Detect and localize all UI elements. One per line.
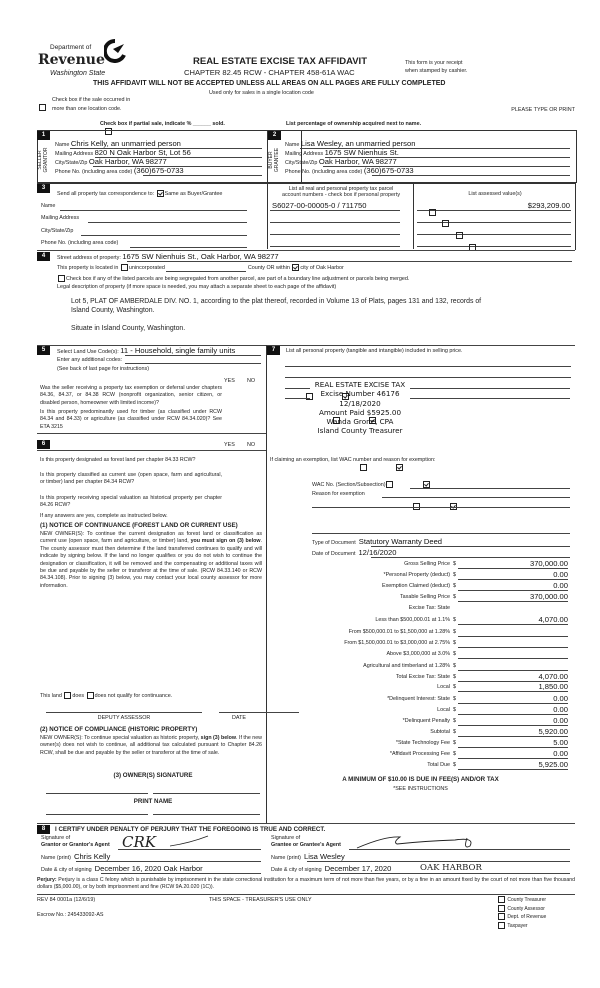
partial-sale-label: Check box if partial sale, indicate % ______ sold. [100,121,225,127]
land-use-field[interactable]: 11 - Household, single family units [120,346,236,355]
tax-row-label: Subtotal [430,729,450,735]
copy-distribution: County Treasurer County Assessor Dept. of Revenue Taxpayer [497,896,546,931]
grantee-name-field[interactable]: Lisa Wesley [303,852,345,861]
personal-property-checkbox[interactable] [456,232,463,239]
buyer-city-field[interactable]: Oak Harbor, WA 98277 [318,157,397,166]
section-number: 6 [37,440,50,449]
unincorporated-checkbox[interactable] [121,264,128,271]
section-number: 3 [37,184,50,193]
grantee-date-field[interactable]: December 17, 2020 [324,864,392,873]
phone-label: Phone No. (including area code) [55,169,133,175]
phone-label: Phone No. (including area code) [41,240,119,246]
tax-row-value-field[interactable] [458,627,568,637]
same-as-buyer-checkbox[interactable] [157,190,164,197]
perjury-notice: Perjury: Perjury is a class C felony which is punishable by imprisonment in the state correctional institution for a maximum term of not more than five years, or by a fine in an amount fixed by the court of not more than five thousand dollars ($5,000.00), or by both imprisonment and fine (RCW 9A.20.020 (1C)). [37,877,575,890]
dollar-sign: $ [453,751,456,757]
correspondence-city-field[interactable] [81,235,247,236]
copy-checkbox[interactable] [498,913,505,920]
copy-checkbox[interactable] [498,922,505,929]
tax-row-value-field[interactable] [458,638,568,648]
excise-tax-header: Excise Tax: State [408,605,450,611]
segregated-label: Check box if any of the listed parcels are being segregated from another parcel, are part of a boundary line adjustment or parcels being merged. [66,275,410,282]
owner-signature-line[interactable] [46,793,148,794]
seller-city-field[interactable]: Oak Harbor, WA 98277 [88,157,167,166]
correspondence-name-field[interactable] [60,210,247,211]
dollar-sign: $ [453,651,456,657]
legal-description-line: Situate in Island County, Washington. [71,325,186,332]
dollar-sign: $ [453,629,456,635]
form-title: REAL ESTATE EXCISE TAX AFFIDAVIT [193,56,368,67]
dollar-sign: $ [453,718,456,724]
within-city-checkbox[interactable] [292,264,299,271]
logo-dept: Department of [50,44,92,51]
dollar-sign: $ [453,617,456,623]
multi-location-label: Check box if the sale occurred in [52,97,131,103]
land-use-label: Select Land Use Code(s): [57,349,119,355]
does-not-checkbox[interactable] [87,692,94,699]
escrow-number: Escrow No.: 245433092-AS [37,912,104,918]
city-label: city of Oak Harbor [300,264,344,271]
additional-codes-field[interactable] [125,363,261,364]
signature-of-label: Signature of [41,835,71,841]
wac-field[interactable] [410,488,570,489]
tax-row-label: *State Technology Fee [395,740,450,746]
city-label: City/State/Zip [55,160,88,166]
tax-row-value-field[interactable]: 4,070.00 [458,615,568,625]
assessed-value-field[interactable]: $293,209.00 [527,201,570,210]
tax-row-label: *Personal Property (deduct) [383,572,450,578]
continuance-qualify: This land does does not qualify for continuance. [40,692,173,699]
seller-side-label: SELLER GRANTOR [37,147,49,173]
yes-header: YES [224,378,235,384]
tax-row-value-field[interactable]: 1,850.00 [458,682,568,692]
question-timber: Is this property predominantly used for timber (as classified under RCW 84.34 and 84.33) or agriculture (as classified under RCW 84.34.020)? See ETA 3215 [40,409,222,430]
q4-yes-checkbox[interactable] [386,481,393,488]
tax-row-label: From $1,500,000.01 to $3,000,000 at 2.75% [344,640,450,646]
additional-codes-label: Enter any additional codes: [57,357,123,363]
receipt-note: This form is your receipt [405,60,463,66]
tax-row-label: Taxable Selling Price [399,594,450,600]
see-back-note: (See back of last page for instructions) [57,366,149,372]
used-only-note: Used only for sales in a single location code [209,90,314,96]
wac-label: WAC No. (Section/Subsection) [312,482,386,488]
logo-mark-icon [104,39,126,63]
notice-continuance-title: (1) NOTICE OF CONTINUANCE (FOREST LAND OR CURRENT USE) [40,522,238,529]
form-warning: THIS AFFIDAVIT WILL NOT BE ACCEPTED UNLESS ALL AREAS ON ALL PAGES ARE FULLY COMPLETED [93,80,446,87]
print-name-label: PRINT NAME [133,798,173,805]
tax-row-value-field[interactable] [458,661,568,671]
if-yes-note: If any answers are yes, complete as instructed below. [40,513,168,519]
legal-description-line: Lot 5, PLAT OF AMBERDALE DIV. NO. 1, according to the plat thereof, recorded in Volume 13 of Plats, pages 131 and 132, records of [71,298,482,305]
dollar-sign: $ [453,729,456,735]
tax-row-value-field[interactable]: 0.00 [458,716,568,726]
dollar-sign: $ [453,594,456,600]
multi-location-label-2: more than one location code. [52,106,122,112]
seller-phone-field[interactable]: (360)675-0733 [133,166,184,175]
tax-row-label: Less than $500,000.01 at 1.1% [375,617,450,623]
minimum-due-note: A MINIMUM OF $10.00 IS DUE IN FEE(S) AND/OR TAX [342,776,499,783]
tax-row-value-field[interactable]: 0.00 [458,749,568,759]
multi-location-checkbox[interactable] [39,104,46,111]
dollar-sign: $ [453,583,456,589]
send-correspondence-label: Send all property tax correspondence to: [57,190,155,197]
tax-row-label: Exemption Claimed (deduct) [381,583,450,589]
ownership-pct-label: List percentage of ownership acquired next to name. [286,121,422,127]
grantee-agent-label: Grantee or Grantee's Agent [271,842,341,848]
dollar-sign: $ [453,561,456,567]
county-or-label: County OR within [247,264,290,271]
tax-row-label: Local [437,684,450,690]
personal-property-checkbox[interactable] [429,209,436,216]
grantor-signature-stroke [170,834,210,848]
dollar-sign: $ [453,674,456,680]
county-field[interactable] [166,265,246,272]
tax-row-value-field[interactable]: 5,920.00 [458,727,568,737]
tax-row-label: *Affidavit Processing Fee [389,751,450,757]
treasurer-stamp: REAL ESTATE EXCISE TAX Excise Number 46176 12/18/2020 Amount Paid $5925.00 Wanda Grone, CPA Island County Treasurer [314,380,406,436]
doc-date-label: Date of Document [312,551,356,557]
doc-type-field[interactable]: Statutory Warranty Deed [358,537,443,546]
tax-row-value-field[interactable] [458,649,568,659]
grantee-signature[interactable] [355,834,485,850]
tax-row-label: Local [437,707,450,713]
name-label: Name [41,203,56,209]
seller-name-field[interactable]: Chris Kelly, an unmarried person [70,139,181,148]
correspondence-phone-field[interactable] [130,247,247,248]
segregated-checkbox[interactable] [58,275,65,282]
personal-property-checkbox[interactable] [442,220,449,227]
logo-state: Washington State [50,70,106,77]
tax-row-value-field[interactable]: 370,000.00 [458,559,568,569]
tax-row-value-field[interactable]: 5,925.00 [458,760,568,770]
q3-no-checkbox[interactable] [396,464,403,471]
grantee-city-field[interactable]: OAK HARBOR [420,863,482,873]
certify-statement: I CERTIFY UNDER PENALTY OF PERJURY THAT THE FOREGOING IS TRUE AND CORRECT. [55,826,326,833]
does-checkbox[interactable] [64,692,71,699]
grantor-date-city-field[interactable]: December 16, 2020 Oak Harbor [94,864,203,873]
doc-date-field[interactable]: 12/16/2020 [358,548,397,557]
reason-label: Reason for exemption [312,491,365,497]
see-instructions: *SEE INSTRUCTIONS [393,786,448,792]
q3-yes-checkbox[interactable] [360,464,367,471]
question-current-use: Is this property classified as current use (open space, farm and agricultural, or timber) land per chapter 84.34 RCW? [40,472,222,486]
street-address-field[interactable]: 1675 SW Nienhuis St., Oak Harbor, WA 98277 [122,252,279,261]
owner-signature-title: (3) OWNER(S) SIGNATURE [113,772,193,779]
assessed-header: List assessed value(s) [468,191,522,197]
date-label: DATE [232,715,246,721]
mail-label: Mailing Address [55,151,94,157]
question-forest: Is this property designated as forest land per chapter 84.33 RCW? [40,457,196,463]
yes-header: YES [224,442,235,448]
tax-row-value-field[interactable]: 0.00 [458,705,568,715]
personal-property-label: List all personal property (tangible and intangible) included in selling price. [286,348,463,354]
tax-row-label: Total Excise Tax: State [395,674,450,680]
type-or-print: PLEASE TYPE OR PRINT [511,107,575,113]
tax-row-label: Total Due [427,762,450,768]
dollar-sign: $ [453,707,456,713]
tax-row-value-field[interactable]: 0.00 [458,581,568,591]
deputy-assessor-label: DEPUTY ASSESSOR [97,715,151,721]
treasurer-use-label: THIS SPACE - TREASURER'S USE ONLY [209,897,312,903]
deputy-assessor-signature-line[interactable] [46,712,202,713]
tax-row-label: From $500,000.01 to $1,500,000 at 1.28% [348,629,450,635]
mail-label: Mailing Address [285,151,324,157]
date-city-label: Date & city of signing [41,867,92,873]
personal-property-line[interactable] [285,377,571,378]
unincorporated-label: unincorporated [128,264,165,271]
no-header: NO [247,442,256,448]
owner-signature-line[interactable] [153,793,260,794]
dollar-sign: $ [453,663,456,669]
located-label: This property is located in [57,264,119,271]
name-print-label: Name (print) [271,855,301,861]
dollar-sign: $ [453,696,456,702]
dollar-sign: $ [453,640,456,646]
notice-continuance-text: NEW OWNER(S): To continue the current designation as forest land or classification as current use (open space, farm and agriculture, or timber) land, you must sign on (3) below. The county assessor must then determine if the land transferred continues to qualify and will indicate by signing below. If the land no longer qualifies or you do not wish to continue the designation or classification, it will be removed and the compensating or additional taxes will be due and payable by the seller or transferor at the time of sale. (RCW 84.33.140 or RCW 84.34.108). Prior to signing (3) below, you may contact your local county assessor for more information. [40,531,262,589]
dollar-sign: $ [453,762,456,768]
tax-row-label: Above $3,000,000 at 3.0% [386,651,450,657]
name-label: Name [285,142,300,148]
buyer-mail-field[interactable]: 1675 SW Nienhuis St. [324,148,399,157]
date-city-label: Date & city of signing [271,867,322,873]
section-number: 2 [268,131,281,140]
legal-description-label: Legal description of property (if more space is needed, you may attach a separate sheet to each page of the affidavit) [57,284,337,290]
question-exemption: Was the seller receiving a property tax exemption or deferral under chapters 84.36, 84.37, or 84.38 RCW (nonprofit organization, senior citizen, or disabled person, homeowner with limited income)? [40,385,222,406]
grantor-signature[interactable]: CRK [122,833,156,851]
form-revision: REV 84 0001a (12/6/19) [37,897,96,903]
parcel-header: List all real and personal property tax parcel account numbers - check box if personal property [281,186,401,199]
buyer-name-field[interactable]: Lisa Wesley, an unmarried person [300,139,416,148]
grantor-agent-label: Grantor or Grantor's Agent [41,842,110,848]
buyer-side-label: BUYER GRANTEE [268,147,280,173]
section-number: 8 [37,825,50,834]
same-as-buyer-label: Same as Buyer/Grantee [164,190,223,197]
parcel-number-field[interactable]: S6027-00-00005-0 / 711750 [272,201,367,210]
section-number: 7 [267,346,280,355]
tax-row-label: Gross Selling Price [404,561,450,567]
tax-row-label: *Delinquent Interest: State [387,696,450,702]
legal-description-line: Island County, Washington. [71,307,155,314]
city-label: City/State/Zip [285,160,318,166]
correspondence-mail-field[interactable] [88,222,247,223]
receipt-note-2: when stamped by cashier. [405,68,468,74]
question-historic: Is this property receiving special valuation as historical property per chapter 84.26 RCW? [40,495,222,509]
tax-row-value-field[interactable]: 0.00 [458,570,568,580]
dollar-sign: $ [453,572,456,578]
street-label: Street address of property: [57,255,121,261]
notice-compliance-title: (2) NOTICE OF COMPLIANCE (HISTORIC PROPERTY) [40,726,198,733]
tax-row-label: Agricultural and timberland at 1.28% [363,663,450,669]
copy-checkbox[interactable] [498,896,505,903]
section-number: 4 [37,252,50,261]
section-number: 1 [37,131,50,140]
tax-row-label: *Delinquent Penalty [402,718,450,724]
copy-checkbox[interactable] [498,905,505,912]
tax-row-value-field[interactable]: 5.00 [458,738,568,748]
dollar-sign: $ [453,684,456,690]
mail-label: Mailing Address [41,215,80,221]
grantor-name-field[interactable]: Chris Kelly [73,852,111,861]
personal-property-line[interactable] [285,366,571,367]
dollar-sign: $ [453,740,456,746]
exemption-label: If claiming an exemption, list WAC number and reason for exemption: [270,457,436,463]
tax-row-value-field[interactable]: 370,000.00 [458,592,568,602]
doc-type-label: Type of Document [312,540,356,546]
logo-revenue: Revenue [38,52,105,68]
signature-of-label: Signature of [271,835,301,841]
notice-compliance-text: NEW OWNER(S): To continue special valuation as historic property, sign (3) below. If the new owner(s) does not wish to continue, all additional tax calculated pursuant to Chapter 84.26 RCW, shall be due and payable by the seller or transferor at the time of sale. [40,735,262,756]
phone-label: Phone No. (including area code) [285,169,363,175]
no-header: NO [247,378,256,384]
seller-mail-field[interactable]: 820 N Oak Harbor St, Lot 56 [94,148,191,157]
tax-row-value-field[interactable]: 4,070.00 [458,672,568,682]
section-number: 5 [37,346,50,355]
reason-field[interactable] [382,497,570,498]
tax-row-value-field[interactable]: 0.00 [458,694,568,704]
buyer-phone-field[interactable]: (360)675-0733 [363,166,414,175]
name-label: Name [55,142,70,148]
city-label: City/State/Zip [41,228,74,234]
form-chapter: CHAPTER 82.45 RCW - CHAPTER 458-61A WAC [184,68,355,77]
name-print-label: Name (print) [41,855,71,861]
